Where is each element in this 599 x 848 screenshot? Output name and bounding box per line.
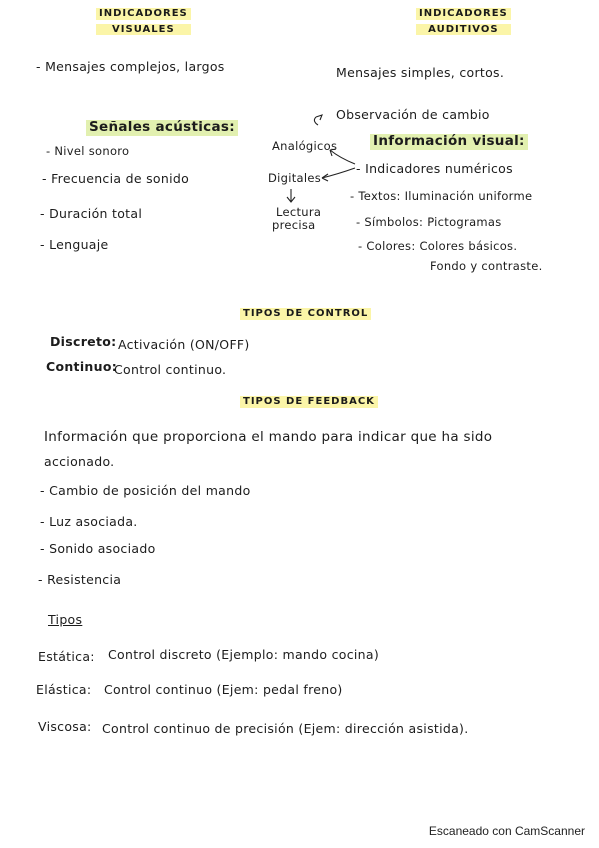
visual-indicators-header <box>96 8 191 35</box>
visual-info-title: Información visual: <box>370 134 528 150</box>
feedback-item-light: - Luz asociada. <box>40 514 138 529</box>
acoustic-item-language: - Lenguaje <box>40 237 109 252</box>
tipos-title: Tipos <box>48 612 83 627</box>
feedback-intro-line1: Información que proporciona el mando para indicar que ha sido <box>44 429 493 445</box>
acoustic-item-duration: - Duración total <box>40 206 143 221</box>
digital-label: Digitales <box>268 171 322 185</box>
control-types-title: TIPOS DE CONTROL <box>240 308 371 320</box>
viscous-text: Control continuo de precisión (Ejem: dirección asistida). <box>102 721 469 736</box>
reading-label-line1: Lectura <box>276 205 322 219</box>
acoustic-item-level: - Nivel sonoro <box>46 144 130 158</box>
static-label: Estática: <box>38 649 95 664</box>
colors-item-line1: - Colores: Colores básicos. <box>358 239 518 253</box>
symbols-item: - Símbolos: Pictogramas <box>356 215 502 229</box>
elastic-label: Elástica: <box>36 682 92 697</box>
continuous-text: Control continuo. <box>114 362 227 377</box>
reading-label-line2: precisa <box>272 218 316 232</box>
numeric-indicators: - Indicadores numéricos <box>356 161 513 176</box>
visual-indicators-header-line2: VISUALES <box>96 24 191 36</box>
elastic-text: Control continuo (Ejem: pedal freno) <box>104 682 343 697</box>
acoustic-item-frequency: - Frecuencia de sonido <box>42 171 190 186</box>
feedback-item-sound: - Sonido asociado <box>40 541 156 556</box>
auditory-indicators-header-line1: INDICADORES <box>416 8 511 20</box>
static-text: Control discreto (Ejemplo: mando cocina) <box>108 647 380 662</box>
colors-item-line2: Fondo y contraste. <box>430 259 543 273</box>
texts-item: - Textos: Iluminación uniforme <box>350 189 533 203</box>
auditory-indicators-header <box>416 8 511 35</box>
feedback-item-position: - Cambio de posición del mando <box>40 483 251 498</box>
continuous-label: Continuo: <box>46 359 118 374</box>
discrete-text: Activación (ON/OFF) <box>118 337 250 352</box>
discrete-label: Discreto: <box>50 334 117 349</box>
visual-item-complex-messages: - Mensajes complejos, largos <box>36 59 225 74</box>
auditory-indicators-header-line2: AUDITIVOS <box>416 24 511 36</box>
feedback-item-resistance: - Resistencia <box>38 572 122 587</box>
viscous-label: Viscosa: <box>38 719 92 734</box>
feedback-types-title: TIPOS DE FEEDBACK <box>240 396 378 408</box>
change-observation-note: Observación de cambio <box>336 107 490 122</box>
visual-indicators-header-line1: INDICADORES <box>96 8 191 20</box>
camscanner-footer: Escaneado con CamScanner <box>428 824 585 838</box>
auditory-item-simple-messages: Mensajes simples, cortos. <box>336 65 505 80</box>
feedback-intro-line2: accionado. <box>44 454 115 469</box>
analog-label: Analógicos <box>272 139 338 153</box>
acoustic-signals-title: Señales acústicas: <box>86 120 238 136</box>
